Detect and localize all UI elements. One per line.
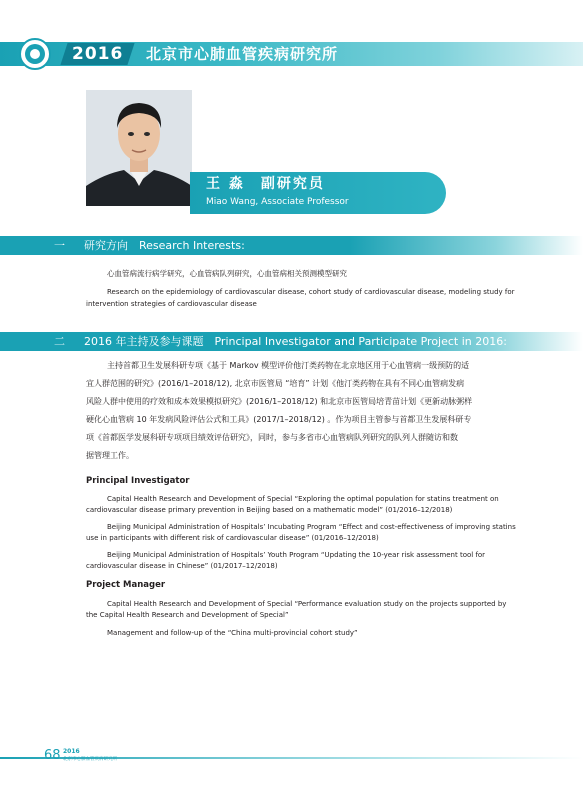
section1-number: 一: [54, 239, 65, 252]
project-manager-heading: Project Manager: [86, 580, 166, 590]
pm-item-line: Capital Health Research and Development of Special “Performance evaluation study on the projects supported by: [107, 600, 507, 608]
section2-number: 二: [54, 335, 65, 348]
pi-item-line: cardiovascular disease primary prevention in Beijing based on a mathematic model” (01/2016–12/2018): [86, 506, 453, 514]
header-title: 北京市心肺血管疾病研究所: [146, 45, 339, 63]
projects-zh-line: 项《首都医学发展科研专项项目绩效评估研究》，同时，参与多省市心血管病队列研究的队列人群随访和数: [86, 433, 458, 442]
header-year: 2016: [72, 44, 124, 64]
footer-org: 北京市心肺血管疾病研究所: [63, 757, 117, 762]
projects-zh-line: 风险人群中使用的疗效和成本效果模拟研究》(2016/1–2018/12) 和北京市医管局培青苗计划《更新动脉粥样: [86, 397, 473, 406]
page-number: 68: [44, 748, 61, 763]
interests-text-zh: 心血管病流行病学研究，心血管病队列研究，心血管病相关预测模型研究: [107, 269, 347, 278]
section2-title: 2016 年主持及参与课题 Principal Investigator and Participate Project in 2016:: [84, 335, 507, 348]
interests-text-en-1: Research on the epidemiology of cardiovascular disease, cohort study of cardiovascular disease, modeling study for: [107, 288, 515, 296]
projects-zh-line: 硬化心血管病 10 年发病风险评估公式和工具》(2017/1–2018/12) 。作为项目主管参与首都卫生发展科研专: [86, 415, 472, 424]
interests-text-en-2: intervention strategies of cardiovascular disease: [86, 300, 257, 308]
projects-zh-line: 主持首都卫生发展科研专项《基于 Markov 模型评价他汀类药物在北京地区用于心血管病一级预防的适: [107, 361, 470, 370]
footer-year: 2016: [63, 748, 80, 755]
institute-logo-icon: [19, 38, 51, 70]
pi-item-line: Beijing Municipal Administration of Hospitals’ Youth Program “Updating the 10-year risk assessment tool for: [107, 551, 486, 559]
section1-title: 研究方向 Research Interests:: [84, 239, 245, 252]
pi-item-line: Beijing Municipal Administration of Hospitals’ Incubating Program “Effect and cost-effectiveness of improving statins: [107, 523, 516, 531]
page-header: [0, 38, 583, 74]
projects-zh-line: 宜人群范围的研究》(2016/1–2018/12), 北京市医管局 “培育” 计划《他汀类药物在具有不同心血管病发病: [86, 379, 465, 388]
pi-item-line: Capital Health Research and Development of Special “Exploring the optimal population for statins treatment on: [107, 495, 499, 503]
pm-item-line: the Capital Health Research and Development of Special”: [86, 611, 289, 619]
pi-item-line: cardiovascular disease in Chinese” (01/2017–12/2018): [86, 562, 278, 570]
name-english: Miao Wang, Associate Professor: [206, 197, 349, 207]
principal-investigator-heading: Principal Investigator: [86, 476, 190, 486]
name-chinese: 王 淼 副研究员: [206, 176, 325, 192]
pi-item-line: use in participants with different risk of cardiovascular disease” (01/2016–12/2018): [86, 534, 379, 542]
header-year-badge: [60, 43, 134, 65]
pm-item-line: Management and follow-up of the “China multi-provincial cohort study”: [107, 629, 358, 637]
projects-zh-line: 据管理工作。: [86, 451, 134, 460]
portrait-photo: [86, 90, 192, 206]
